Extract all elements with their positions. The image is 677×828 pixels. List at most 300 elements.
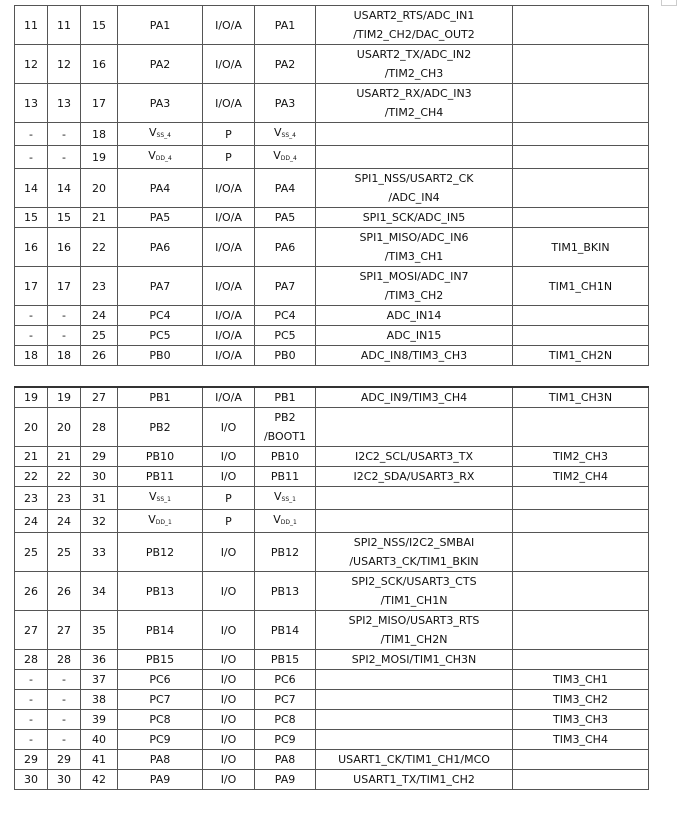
- cell-text: SPI2_NSS/I2C2_SMBAI: [353, 536, 475, 549]
- cell-text: I2C2_SDA/USART3_RX: [353, 470, 475, 483]
- pin-col-c-cell: [81, 572, 118, 611]
- remap-function-cell: [513, 750, 649, 770]
- cell-text: PC5: [149, 329, 171, 342]
- pin-col-c-cell: [81, 306, 118, 326]
- main-function-cell: [255, 326, 316, 346]
- cell-text: TIM1_BKIN: [551, 240, 610, 254]
- pin-type-cell: [203, 690, 255, 710]
- alt-function-cell: [316, 650, 513, 670]
- cell-text: PB12: [145, 545, 175, 559]
- cell-text: 30: [24, 773, 38, 786]
- cell-text: PC4: [274, 309, 296, 322]
- cell-text: SPI2_MOSI/TIM1_CH3N: [351, 653, 477, 666]
- cell-text: /TIM2_CH2/DAC_OUT2: [353, 28, 475, 41]
- cell-text: 19: [92, 150, 106, 164]
- remap-function-cell: [513, 467, 649, 487]
- cell-text: TIM2_CH4: [553, 470, 608, 483]
- table-row: [15, 326, 649, 346]
- cell-text: 18: [24, 349, 38, 362]
- cell-text: I/O: [220, 450, 237, 463]
- main-function-cell: [255, 6, 316, 45]
- pin-type-cell: [203, 169, 255, 208]
- remap-function-cell: [513, 84, 649, 123]
- cell-text: TIM2_CH3: [553, 450, 608, 463]
- pin-col-c-cell: [81, 267, 118, 306]
- cell-text: PA6: [274, 240, 296, 254]
- pin-type-cell: [203, 447, 255, 467]
- cell-text: 27: [92, 391, 106, 404]
- cell-text: 24: [92, 309, 106, 322]
- pin-col-b-cell: [48, 326, 81, 346]
- cell-text: 15: [92, 18, 106, 32]
- cell-text: /ADC_IN4: [388, 191, 440, 204]
- pinout-table-1: [14, 5, 649, 366]
- table-row: [15, 447, 649, 467]
- cell-text: VSS_1: [149, 490, 171, 503]
- alt-function-cell: [316, 467, 513, 487]
- cell-text: PC6: [274, 673, 296, 686]
- cell-text: PA4: [149, 181, 171, 195]
- main-function-cell: [255, 650, 316, 670]
- pin-col-b-cell: [48, 6, 81, 45]
- main-function-cell: [255, 228, 316, 267]
- cell-text: 11: [57, 18, 71, 32]
- cell-text: VDD_1: [148, 513, 172, 526]
- pin-col-b-cell: [48, 650, 81, 670]
- main-function-cell: [255, 387, 316, 408]
- pin-type-cell: [203, 408, 255, 447]
- main-function-cell: [255, 730, 316, 750]
- pin-name-cell: [118, 306, 203, 326]
- pin-type-cell: [203, 267, 255, 306]
- pin-type-cell: [203, 710, 255, 730]
- alt-function-cell: [316, 45, 513, 84]
- cell-text: PB1: [149, 391, 171, 404]
- cell-text: PB0: [274, 349, 296, 362]
- pin-name-cell: [118, 770, 203, 790]
- cell-text: PB15: [145, 653, 175, 666]
- pin-type-cell: [203, 387, 255, 408]
- pin-type-cell: [203, 123, 255, 146]
- remap-function-cell: [513, 533, 649, 572]
- pin-name-cell: [118, 447, 203, 467]
- cell-text: 20: [92, 181, 106, 195]
- main-function-cell: [255, 710, 316, 730]
- table-row: [15, 690, 649, 710]
- remap-function-cell: [513, 770, 649, 790]
- table-row: [15, 730, 649, 750]
- table-row: [15, 228, 649, 267]
- cell-text: I/O/A: [215, 57, 242, 71]
- pin-col-c-cell: [81, 208, 118, 228]
- pin-col-c-cell: [81, 123, 118, 146]
- cell-text: I/O/A: [215, 391, 242, 404]
- pin-col-b-cell: [48, 710, 81, 730]
- pin-name-cell: [118, 228, 203, 267]
- alt-function-cell: [316, 84, 513, 123]
- pin-name-cell: [118, 510, 203, 533]
- remap-function-cell: [513, 326, 649, 346]
- pin-col-a-cell: [15, 690, 48, 710]
- cell-text: I/O: [220, 420, 237, 434]
- cell-text: -: [29, 309, 33, 322]
- cell-text: 34: [92, 584, 106, 598]
- cell-text: TIM3_CH3: [553, 713, 608, 726]
- table-row: [15, 572, 649, 611]
- pin-col-c-cell: [81, 169, 118, 208]
- cell-text: PC9: [274, 733, 296, 746]
- pin-col-b-cell: [48, 306, 81, 326]
- cell-text: USART2_RX/ADC_IN3: [356, 87, 472, 100]
- table-row: [15, 123, 649, 146]
- cell-text: -: [62, 733, 66, 746]
- cell-text: PC6: [149, 673, 171, 686]
- cell-text: 22: [57, 470, 71, 483]
- table-row: [15, 387, 649, 408]
- cell-text: TIM1_CH2N: [548, 349, 613, 362]
- main-function-cell: [255, 690, 316, 710]
- cell-text: 37: [92, 673, 106, 686]
- pin-col-b-cell: [48, 346, 81, 366]
- pin-type-cell: [203, 533, 255, 572]
- alt-function-cell: [316, 169, 513, 208]
- pin-col-c-cell: [81, 408, 118, 447]
- pin-type-cell: [203, 6, 255, 45]
- table-row: [15, 710, 649, 730]
- remap-function-cell: [513, 650, 649, 670]
- cell-text: 19: [24, 391, 38, 404]
- cell-text: PB10: [145, 450, 175, 463]
- cell-text: ADC_IN8/TIM3_CH3: [360, 349, 468, 362]
- cell-text: PA6: [149, 240, 171, 254]
- pin-col-c-cell: [81, 146, 118, 169]
- main-function-cell: [255, 169, 316, 208]
- pin-type-cell: [203, 467, 255, 487]
- cell-text: -: [62, 713, 66, 726]
- pin-name-cell: [118, 690, 203, 710]
- cell-text: 25: [24, 545, 38, 559]
- cell-text: SPI2_MISO/USART3_RTS: [348, 614, 480, 627]
- cell-text: PB15: [270, 653, 300, 666]
- pin-name-cell: [118, 572, 203, 611]
- cell-text: PB12: [270, 545, 300, 559]
- pin-type-cell: [203, 146, 255, 169]
- cell-text: I/O: [220, 623, 237, 637]
- cell-text: 25: [92, 329, 106, 342]
- alt-function-cell: [316, 750, 513, 770]
- cell-text: 39: [92, 713, 106, 726]
- cell-text: PA5: [274, 211, 296, 224]
- cell-text: 26: [57, 584, 71, 598]
- remap-function-cell: [513, 228, 649, 267]
- cell-text: PB10: [270, 450, 300, 463]
- cell-text: PB14: [270, 623, 300, 637]
- main-function-cell: [255, 750, 316, 770]
- alt-function-cell: [316, 487, 513, 510]
- pin-name-cell: [118, 267, 203, 306]
- cell-text: -: [62, 673, 66, 686]
- main-function-cell: [255, 510, 316, 533]
- cell-text: -: [29, 733, 33, 746]
- pin-name-cell: [118, 346, 203, 366]
- cell-text: PC8: [274, 713, 296, 726]
- cell-text: USART1_CK/TIM1_CH1/MCO: [338, 753, 490, 766]
- cell-text: 33: [92, 545, 106, 559]
- cell-text: PB13: [270, 584, 300, 598]
- cell-text: 26: [92, 349, 106, 362]
- pin-name-cell: [118, 84, 203, 123]
- cell-text: I/O/A: [215, 96, 242, 110]
- cell-text: PA4: [274, 181, 296, 195]
- table-row: [15, 408, 649, 447]
- cell-text: 23: [24, 491, 38, 505]
- pin-col-c-cell: [81, 326, 118, 346]
- pin-col-b-cell: [48, 267, 81, 306]
- pin-col-c-cell: [81, 447, 118, 467]
- pin-type-cell: [203, 45, 255, 84]
- pin-type-cell: [203, 611, 255, 650]
- pin-col-b-cell: [48, 510, 81, 533]
- table-row: [15, 770, 649, 790]
- cell-text: PB2: [274, 411, 296, 424]
- cell-text: 15: [57, 211, 71, 224]
- pin-col-a-cell: [15, 306, 48, 326]
- pin-col-c-cell: [81, 770, 118, 790]
- cell-text: 31: [92, 491, 106, 505]
- cell-text: VSS_4: [274, 126, 296, 139]
- cell-text: TIM3_CH1: [553, 673, 608, 686]
- pin-col-a-cell: [15, 750, 48, 770]
- pin-col-a-cell: [15, 650, 48, 670]
- pin-name-cell: [118, 169, 203, 208]
- alt-function-cell: [316, 228, 513, 267]
- table-row: [15, 306, 649, 326]
- cell-text: PA8: [274, 753, 296, 766]
- remap-function-cell: [513, 387, 649, 408]
- cell-text: TIM1_CH3N: [548, 391, 613, 404]
- cell-text: 28: [57, 653, 71, 666]
- remap-function-cell: [513, 710, 649, 730]
- pin-col-a-cell: [15, 387, 48, 408]
- pin-col-c-cell: [81, 346, 118, 366]
- pin-name-cell: [118, 326, 203, 346]
- main-function-cell: [255, 447, 316, 467]
- remap-function-cell: [513, 510, 649, 533]
- main-function-cell: [255, 533, 316, 572]
- cell-text: 21: [57, 450, 71, 463]
- cell-text: PB11: [270, 470, 300, 483]
- pin-type-cell: [203, 730, 255, 750]
- pin-col-a-cell: [15, 326, 48, 346]
- table-row: [15, 267, 649, 306]
- pin-col-c-cell: [81, 750, 118, 770]
- cell-text: 12: [24, 57, 38, 71]
- cell-text: P: [225, 514, 232, 528]
- cell-text: 41: [92, 753, 106, 766]
- cell-text: I/O: [220, 545, 237, 559]
- pin-col-b-cell: [48, 208, 81, 228]
- pin-col-a-cell: [15, 611, 48, 650]
- pin-name-cell: [118, 408, 203, 447]
- cell-text: USART2_TX/ADC_IN2: [356, 48, 472, 61]
- cell-text: TIM3_CH2: [553, 693, 608, 706]
- main-function-cell: [255, 611, 316, 650]
- cell-text: I2C2_SCL/USART3_TX: [355, 450, 473, 463]
- main-function-cell: [255, 487, 316, 510]
- table-row: [15, 45, 649, 84]
- table-row: [15, 208, 649, 228]
- cell-text: PA1: [149, 18, 171, 32]
- remap-function-cell: [513, 169, 649, 208]
- remap-function-cell: [513, 611, 649, 650]
- cell-text: /TIM1_CH1N: [380, 594, 448, 607]
- pin-type-cell: [203, 326, 255, 346]
- cell-text: SPI1_NSS/USART2_CK: [354, 172, 474, 185]
- pin-col-b-cell: [48, 730, 81, 750]
- remap-function-cell: [513, 6, 649, 45]
- cell-text: -: [62, 309, 66, 322]
- cell-text: -: [62, 693, 66, 706]
- alt-function-cell: [316, 533, 513, 572]
- cell-text: 22: [92, 240, 106, 254]
- cell-text: I/O: [220, 713, 237, 726]
- pin-col-b-cell: [48, 670, 81, 690]
- table-row: [15, 670, 649, 690]
- pin-name-cell: [118, 208, 203, 228]
- pin-col-c-cell: [81, 487, 118, 510]
- remap-function-cell: [513, 146, 649, 169]
- pin-col-a-cell: [15, 770, 48, 790]
- table-row: [15, 6, 649, 45]
- table-row: [15, 487, 649, 510]
- cell-text: /TIM3_CH2: [384, 289, 444, 302]
- cell-text: I/O/A: [215, 279, 242, 293]
- cell-text: -: [62, 329, 66, 342]
- pin-name-cell: [118, 710, 203, 730]
- cell-text: 30: [92, 470, 106, 483]
- pin-col-b-cell: [48, 169, 81, 208]
- cell-text: -: [29, 150, 33, 164]
- pin-type-cell: [203, 346, 255, 366]
- pin-type-cell: [203, 510, 255, 533]
- cell-text: PA3: [149, 96, 171, 110]
- cell-text: I/O: [220, 673, 237, 686]
- pin-col-b-cell: [48, 690, 81, 710]
- alt-function-cell: [316, 387, 513, 408]
- cell-text: PC9: [149, 733, 171, 746]
- pin-col-a-cell: [15, 510, 48, 533]
- alt-function-cell: [316, 408, 513, 447]
- cell-text: I/O: [220, 773, 237, 786]
- pin-type-cell: [203, 208, 255, 228]
- table-row: [15, 611, 649, 650]
- pin-col-c-cell: [81, 730, 118, 750]
- pin-col-b-cell: [48, 487, 81, 510]
- cell-text: VSS_4: [149, 126, 171, 139]
- remap-function-cell: [513, 208, 649, 228]
- table-row: [15, 533, 649, 572]
- pin-name-cell: [118, 45, 203, 84]
- pin-col-c-cell: [81, 650, 118, 670]
- cell-text: -: [29, 693, 33, 706]
- pin-col-b-cell: [48, 408, 81, 447]
- pin-col-a-cell: [15, 730, 48, 750]
- pin-type-cell: [203, 84, 255, 123]
- table-row: [15, 750, 649, 770]
- remap-function-cell: [513, 447, 649, 467]
- cell-text: I/O: [220, 733, 237, 746]
- table-row: [15, 650, 649, 670]
- pin-name-cell: [118, 650, 203, 670]
- pin-col-a-cell: [15, 670, 48, 690]
- cell-text: -: [62, 127, 66, 141]
- cell-text: 36: [92, 653, 106, 666]
- corner-mark: [661, 0, 677, 6]
- pin-col-c-cell: [81, 387, 118, 408]
- cell-text: I/O: [220, 693, 237, 706]
- cell-text: ADC_IN15: [386, 329, 442, 342]
- cell-text: /TIM1_CH2N: [380, 633, 448, 646]
- cell-text: PA7: [274, 279, 296, 293]
- table-row: [15, 146, 649, 169]
- cell-text: 42: [92, 773, 106, 786]
- cell-text: SPI1_MISO/ADC_IN6: [359, 231, 469, 244]
- cell-text: -: [29, 127, 33, 141]
- alt-function-cell: [316, 510, 513, 533]
- cell-text: 21: [24, 450, 38, 463]
- pin-type-cell: [203, 770, 255, 790]
- cell-text: PA2: [149, 57, 171, 71]
- cell-text: I/O: [220, 470, 237, 483]
- pin-col-b-cell: [48, 447, 81, 467]
- cell-text: P: [225, 127, 232, 141]
- pin-name-cell: [118, 730, 203, 750]
- cell-text: 24: [24, 514, 38, 528]
- pin-col-a-cell: [15, 6, 48, 45]
- pin-col-a-cell: [15, 267, 48, 306]
- pin-col-b-cell: [48, 533, 81, 572]
- cell-text: I/O: [220, 584, 237, 598]
- remap-function-cell: [513, 408, 649, 447]
- pin-type-cell: [203, 670, 255, 690]
- remap-function-cell: [513, 730, 649, 750]
- pin-col-c-cell: [81, 467, 118, 487]
- cell-text: 16: [92, 57, 106, 71]
- pin-col-b-cell: [48, 146, 81, 169]
- alt-function-cell: [316, 572, 513, 611]
- cell-text: PC5: [274, 329, 296, 342]
- pin-name-cell: [118, 611, 203, 650]
- cell-text: /USART3_CK/TIM1_BKIN: [349, 555, 479, 568]
- alt-function-cell: [316, 611, 513, 650]
- cell-text: PA3: [274, 96, 296, 110]
- main-function-cell: [255, 467, 316, 487]
- cell-text: PA7: [149, 279, 171, 293]
- main-function-cell: [255, 84, 316, 123]
- main-function-cell: [255, 346, 316, 366]
- pin-col-b-cell: [48, 123, 81, 146]
- pin-col-b-cell: [48, 84, 81, 123]
- pin-col-a-cell: [15, 447, 48, 467]
- cell-text: VSS_1: [274, 490, 296, 503]
- pin-col-a-cell: [15, 228, 48, 267]
- pin-type-cell: [203, 487, 255, 510]
- pin-name-cell: [118, 487, 203, 510]
- cell-text: 18: [57, 349, 71, 362]
- table-row: [15, 467, 649, 487]
- pin-col-b-cell: [48, 572, 81, 611]
- remap-function-cell: [513, 123, 649, 146]
